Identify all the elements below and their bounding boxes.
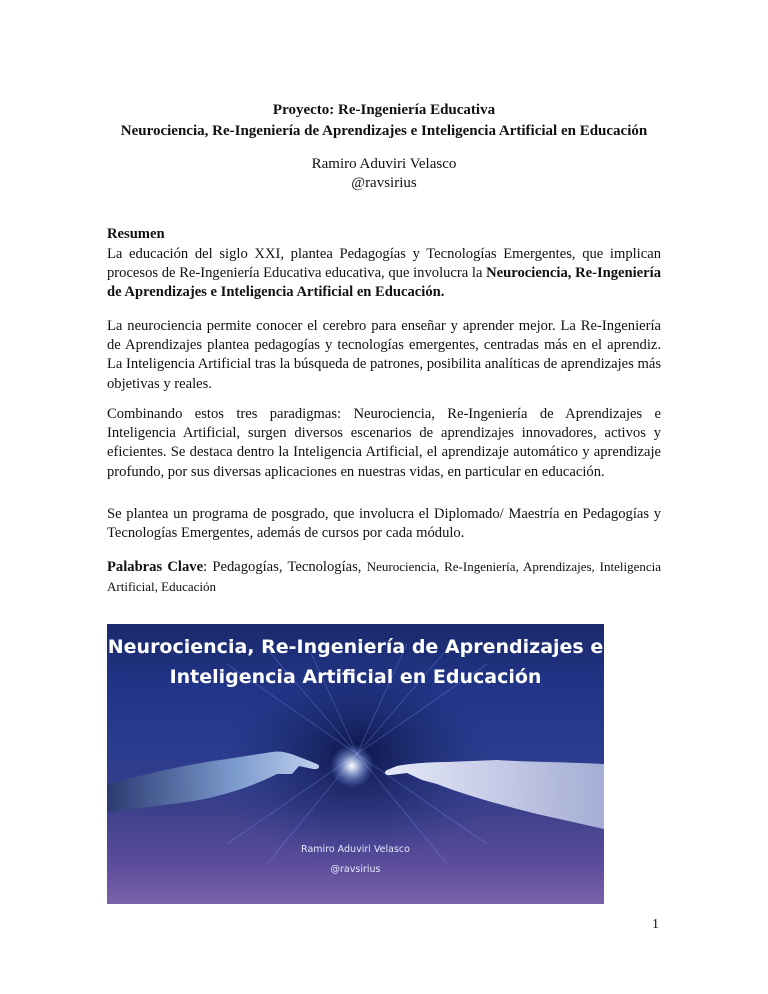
page-number: 1 — [652, 917, 659, 932]
abstract-paragraph-4: Se plantea un programa de posgrado, que involucra el Diplomado/ Maestría en Pedagogías y Tecnologías Emergentes, además de cursos por cada módulo. — [107, 506, 661, 542]
keywords-list: Neurociencia, Re-Ingeniería, Aprendizajes, Inteligencia Artificial, Educación — [107, 559, 661, 595]
keywords-lead: : Pedagogías, Tecnologías, — [203, 559, 367, 575]
keywords — [107, 557, 661, 597]
project-title: Proyecto: Re-Ingeniería Educativa — [272, 102, 496, 118]
abstract-paragraph-1 — [107, 245, 661, 303]
abstract-paragraph-3: Combinando estos tres paradigmas: Neurociencia, Re-Ingeniería de Aprendizajes e Inteligencia Artificial, surgen diversos escenarios de aprendizajes innovadores, activos y eficientes. Se destaca dentro la Inteligencia Artificial, el aprendizaje automático y aprendizaje profundo, por sus diversas aplicaciones en nuestras vidas, en particular en educación. — [107, 406, 661, 480]
abstract-paragraph-2: La neurociencia permite conocer el cerebro para enseñar y aprender mejor. La Re-Ingeniería de Aprendizajes plantea pedagogías y tecnologías emergentes, centradas más en el aprendiz. La Inteligencia Artificial tras la búsqueda de patrones, posibilita analíticas de aprendizajes más objetivas y reales. — [107, 318, 661, 392]
abstract-heading: Resumen — [107, 226, 165, 242]
paper-title: Neurociencia, Re-Ingeniería de Aprendizajes e Inteligencia Artificial en Educación — [120, 123, 648, 139]
abstract-paragraph-1-text: La educación del siglo XXI, plantea Pedagogías y Tecnologías Emergentes, que implican procesos de Re-Ingeniería Educativa educativa, que involucra la — [107, 246, 661, 282]
abstract-paragraph-1-bold: Neurociencia, Re-Ingeniería de Aprendizajes e Inteligencia Artificial en Educación. — [107, 265, 661, 301]
banner-handle: @ravsirius — [330, 864, 381, 875]
spark-glow-icon — [330, 744, 374, 788]
cover-banner-image — [107, 624, 604, 904]
banner-title-line-1: Neurociencia, Re-Ingeniería de Aprendizajes e — [107, 636, 604, 658]
author-name: Ramiro Aduviri Velasco — [311, 156, 457, 172]
banner-title-line-2: Inteligencia Artificial en Educación — [169, 666, 542, 688]
keywords-label: Palabras Clave — [107, 559, 204, 575]
banner-author: Ramiro Aduviri Velasco — [301, 844, 410, 855]
author-handle: @ravsirius — [351, 175, 417, 191]
